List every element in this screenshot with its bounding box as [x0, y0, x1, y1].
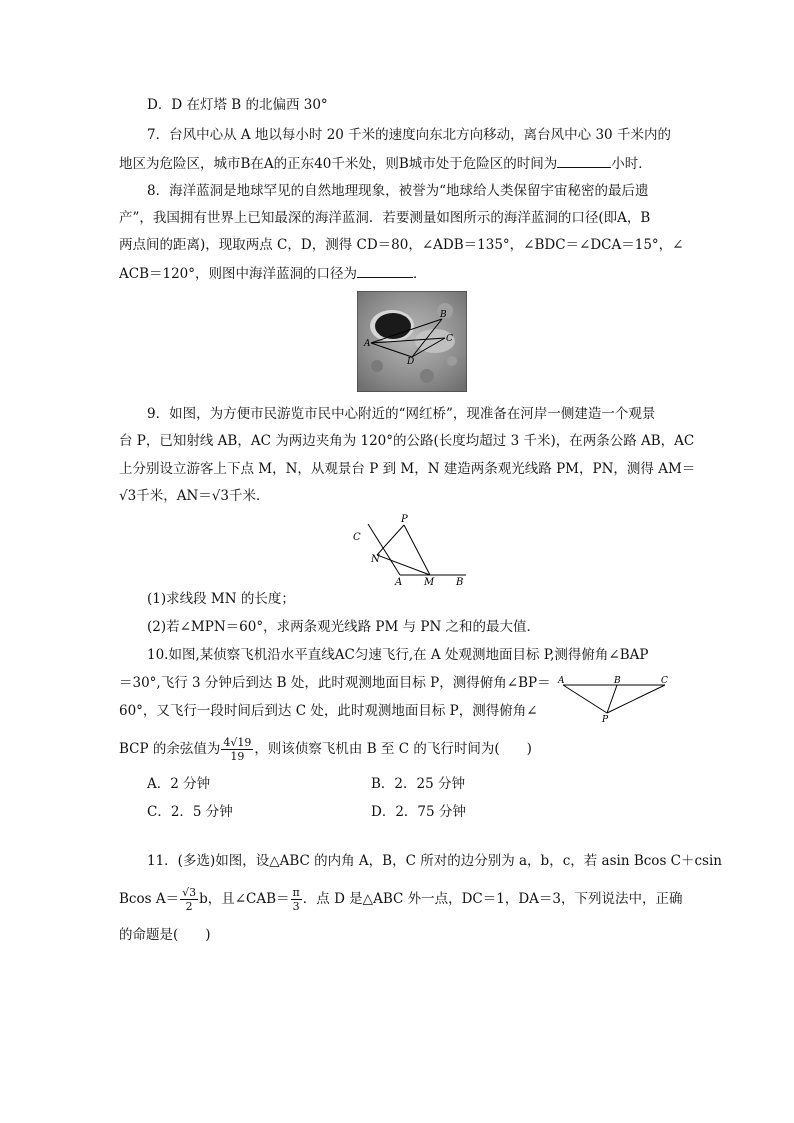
option-d-line: D．D 在灯塔 B 的北偏西 30° [147, 97, 328, 113]
q9-line-2: 台 P，已知射线 AB，AC 为两边夹角为 120°的公路(长度均超过 3 千米)，在两条公路 AB，AC [119, 433, 695, 449]
q9-part-2: (2)若∠MPN＝60°，求两条观光线路 PM 与 PN 之和的最大值． [147, 619, 541, 635]
blue-hole-label-a: A [364, 339, 371, 349]
q10-line-2: ＝30°,飞行 3 分钟后到达 B 处，此时观测地面目标 P，测得俯角∠BP＝ [119, 675, 551, 691]
q10-cosine-fraction [221, 736, 253, 763]
q7-text-a: 地区为危险区，城市B在A的正东40千米处，则B城市处于危险区的时间为 [119, 156, 558, 172]
q7-text-b: 小时． [611, 156, 652, 172]
q10-frac-num: 4√19 [223, 736, 252, 749]
blue-hole-figure [357, 291, 467, 392]
fig10-label-a: A [558, 676, 565, 686]
q11-frac-num: √3 [182, 886, 197, 899]
q11-text-c: ．点 D 是△ABC 外一点，DC＝1，DA＝3，下列说法中，正确 [302, 891, 683, 907]
q8-answer-blank[interactable] [357, 264, 413, 278]
q8-text-b: ． [413, 266, 427, 282]
fig9-label-n: N [371, 554, 380, 565]
fig10-label-c: C [661, 676, 668, 686]
fig9-label-p: P [401, 514, 408, 525]
q10-text-a: BCP 的余弦值为 [119, 741, 221, 757]
blue-hole-label-c: C [446, 334, 453, 344]
aircraft-figure [555, 673, 675, 723]
q7-line-1: 7．台风中心从 A 地以每小时 20 千米的速度向东北方向移动，离台风中心 30 千米内的 [147, 127, 671, 143]
q9-line-4: √3千米，AN＝√3千米． [119, 488, 270, 504]
q11-line-1: 11．(多选)如图，设△ABC 的内角 A，B，C 所对的边分别为 a，b，c，若 asin Bcos C＋csin [147, 853, 722, 869]
q8-text-a: ACB＝120°，则图中海洋蓝洞的口径为 [119, 266, 358, 282]
q10-option-a[interactable]: A．2 分钟 [147, 776, 211, 792]
fig9-label-a: A [395, 577, 403, 586]
q8-line-2: 产”，我国拥有世界上已知最深的海洋蓝洞．若要测量如图所示的海洋蓝洞的口径(即A，B [119, 210, 651, 226]
q11-pi-fraction [291, 886, 302, 913]
q9-part-1: (1)求线段 MN 的长度； [147, 591, 295, 607]
q10-line-1: 10.如图,某侦察飞机沿水平直线AC匀速飞行,在 A 处观测地面目标 P,测得俯角∠BAP [147, 647, 649, 663]
q11-line-3: 的命题是( ) [119, 927, 211, 943]
q11-text-a: Bcos A＝ [119, 891, 180, 907]
viewing-platform-figure [348, 512, 473, 586]
q8-line-1: 8．海洋蓝洞是地球罕见的自然地理现象，被誉为“地球给人类保留宇宙秘密的最后遗 [147, 183, 649, 199]
q9-line-1: 9．如图，为方便市民游览市民中心附近的“网红桥”，现准备在河岸一侧建造一个观景 [147, 406, 656, 422]
q11-frac2-den: 3 [292, 900, 300, 913]
q10-option-c[interactable]: C．2．5 分钟 [147, 804, 233, 820]
q10-line-4 [119, 734, 532, 764]
q10-text-b: ，则该侦察飞机由 B 至 C 的飞行时间为( ) [254, 741, 532, 757]
q11-sqrt3-fraction [180, 886, 198, 913]
fig9-label-m: M [424, 577, 435, 586]
q8-line-3: 两点间的距离)，现取两点 C，D，测得 CD＝80，∠ADB＝135°，∠BDC＝∠DCA＝15°，∠ [119, 237, 684, 253]
q10-option-d[interactable]: D．2．75 分钟 [371, 804, 466, 820]
q11-frac2-num: π [292, 886, 300, 899]
q7-line-2 [119, 154, 652, 173]
q8-line-4 [119, 264, 427, 283]
q10-frac-den: 19 [230, 750, 245, 763]
q10-line-3: 60°，又飞行一段时间后到达 C 处，此时观测地面目标 P，测得俯角∠ [119, 703, 538, 719]
q11-line-2 [119, 884, 683, 914]
blue-hole-label-d: D [407, 357, 415, 367]
q9-line-3: 上分别设立游客上下点 M，N，从观景台 P 到 M，N 建造两条观光线路 PM，PN，测得 AM＝ [119, 461, 696, 477]
fig10-label-p: P [602, 715, 609, 723]
q11-text-b: b，且∠CAB＝ [199, 891, 290, 907]
fig9-label-c: C [353, 532, 361, 543]
q11-frac-den: 2 [185, 900, 193, 913]
q10-option-b[interactable]: B．2．25 分钟 [371, 776, 465, 792]
q7-answer-blank[interactable] [557, 154, 611, 168]
fig10-label-b: B [614, 676, 621, 686]
fig9-label-b: B [456, 577, 464, 586]
blue-hole-label-b: B [440, 310, 447, 320]
